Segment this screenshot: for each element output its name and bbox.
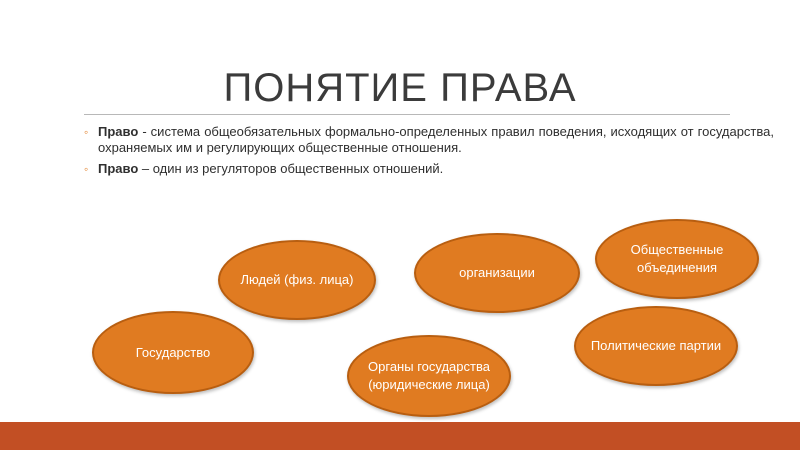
ellipse-label: Людей (физ. лица) [240,272,354,287]
slide-title: ПОНЯТИЕ ПРАВА [223,66,577,110]
ellipse-state-organs [347,335,511,417]
footer-bar [0,422,800,450]
ellipse-political-parties [574,306,738,386]
title-divider [84,114,730,115]
ellipse-people [218,240,376,320]
bullet-marker-icon: ◦ [84,125,89,139]
ellipse-state [92,311,254,394]
bullet-text: - система общеобязательных формально-определенных правил поведения, исходящих от государства, охраняемых им и регулирующих общественные отношения. [98,124,774,155]
ellipse-label: Общественные объединения [630,242,724,275]
ellipse-label: Органы государства (юридические лица) [368,359,490,392]
ellipse-label: Государство [135,344,211,360]
bullet-item [84,161,774,177]
ellipse-label: Политические партии [590,338,722,353]
bullet-item [84,124,774,156]
bullet-text: – один из регуляторов общественных отношений. [138,161,444,176]
bullet-marker-icon: ◦ [84,162,89,176]
ellipse-organizations [414,233,580,313]
bullet-term: Право [98,161,139,176]
bullet-term: Право [98,124,139,139]
bullet-list [84,124,774,182]
ellipse-public-associations [595,219,759,299]
ellipse-label: организации [459,265,535,280]
